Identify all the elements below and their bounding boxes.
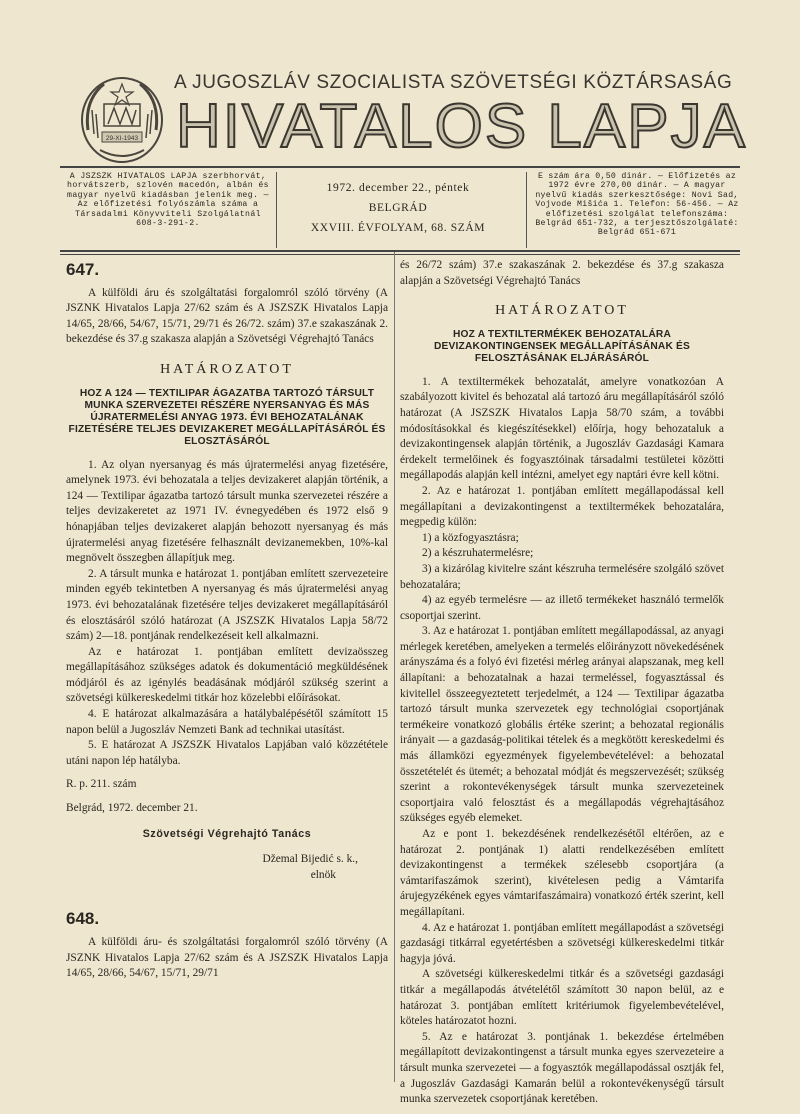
paragraph: Az e pont 1. bekezdésének rendelkezésétől eltérően, az e határozat 2. pontjának 1) alatti rendelkezésében említett devizakontingenst a termékek szélesebb csoportjára (a vámtarifaszámok szerint), kivételesen pedig a Vámtarifa árujegyzékének egyes vámtarifaszámaira) vonatkozó érték szerint, kell megállapítani. [400,828,724,918]
paragraph: 1. Az olyan nyersanyag és más újratermelési anyag fizetésére, amelynek 1973. évi behozatala a teljes devizakeret alapján történik, a 124 — Textilipar ágazatba tartozó társult munka szervezetei részére a teljes devizakeretet az 1971 IV. évnegyedében és 1972 első 9 hónapjában teljes devizakeret alapján behozott nyersanyag és más újratermelési anyag fizetésére felhasznált devizanemekben, 10%-kal megnövelt összegben állapítjuk meg. [66,458,388,565]
subscription-info-left: A JSZSZK HIVATALOS LAPJA szerbhorvát, horvátszerb, szlovén macedón, albán és magyar nyelvű kiadásban jelenik meg. — Az előfizetési folyószámla száma a Társadalmi Könyvviteli Szolgálatnál 608-3-291-2. [67,172,269,229]
column-divider [394,252,395,1082]
right-column [400,258,724,1108]
issue-date: 1972. december 22., péntek [326,182,470,194]
header-rule-top [60,166,740,168]
issue-city: BELGRÁD [368,202,428,214]
list-item: 1) a közfogyasztásra; [422,531,519,544]
header-rule-bottom-thin [60,254,740,255]
signer-name: Džemal Bijedić s. k., [262,853,358,866]
left-column [66,258,388,982]
main-title: HIVATALOS LAPJA [176,92,747,161]
continued-text: és 26/72 szám) 37.e szakaszának 2. bekezdése és 37.g szakasza alapján a Szövetségi Végrehajtó Tanács [400,259,724,287]
reference-number: R. p. 211. szám [66,778,137,791]
decree-heading: HATÁROZATOT [160,361,294,377]
issue-volume: XXVIII. ÉVFOLYAM, 68. SZÁM [310,222,486,234]
list-item: 2) a készruhatermelésre; [422,547,534,560]
header-rule-bottom [60,250,740,252]
header-divider [276,172,277,248]
list-item: 4) az egyéb termelésre — az illető termékeket használó termelők csoportjai szerint. [400,594,724,622]
decree-heading: HATÁROZATOT [495,303,629,319]
decree-number: 648. [66,909,100,929]
paragraph: 5. E határozat A JSZSZK Hivatalos Lapjában való közzététele utáni napon lép hatályba. [66,739,388,767]
decree-intro: A külföldi áru és szolgáltatási forgalomról szóló törvény (A JSZNK Hivatalos Lapja 27/62 szám és A JSZSZK Hivatalos Lapja 14/65, 28/66, 54/67, 15/71, 29/71 és 26/72. szám) 37.e szakaszának 2. bekezdése és 37.g szakasza alapján a Szövetségi Végrehajtó Tanács [66,286,388,346]
paragraph: 2. A társult munka e határozat 1. pontjában említett szervezeteire minden egyéb tekintetben A nyersanyag és más újratermelési anyag 1973. évi behozatalának fizetésére teljes devizakeret megállapításáról és elosztásáról szóló határozat (A JSZSZK Hivatalos Lapja 58/72 szám) 2—18. pontjának rendelkezéseit kell alkalmazni. [66,567,388,643]
decree-number: 647. [66,260,100,279]
issuing-body: Szövetségi Végrehajtó Tanács [142,827,312,840]
paragraph: 5. Az e határozat 3. pontjának 1. bekezdése értelmében megállapított devizakontingenst a társult munka egyes szervezeteire a társult munka szervezetei — a fogyasztók megállapodással osztják fel, a Jugoszláv Gazdasági Kamarán belül a rokontevékenységű társult munka szervezetek csoportjának keretében. [400,1030,724,1106]
decree-subject: HOZ A TEXTILTERMÉKEK BEHOZATALÁRA DEVIZAKONTINGENSEK MEGÁLLAPÍTÁSÁNAK ÉS FELOSZTÁSÁNAK ELJÁRÁSÁRÓL [433,328,691,364]
state-emblem-icon [74,70,170,166]
paragraph: 2. Az e határozat 1. pontjában említett megállapodással kell megállapítani a devizakontingenst a textiltermékek behozatalára, megpedig külön: [400,484,724,529]
paragraph: 1. A textiltermékek behozatalát, amelyre vonatkozóan A szabályozott kivitel és behozatal alá tartozó áru megállapításáról szóló határozat (A JSZSZK Hivatalos Lapja 58/70 szám, a további módosításokkal és kiegészítésekkel) előírja, hogy behozataluk a devizakontingensek alapján történik, a Jugoszláv Gazdasági Kamara érdekelt termelőinek és fogyasztóinak társadalmi testületei közötti megállapodás alapján kell intézni, amelyet egy naptári évre kell kötni. [400,375,724,482]
paragraph: 4. E határozat alkalmazására a hatálybalépésétől számított 15 napon belül a Jugoszláv Nemzeti Bank ad technikai utasítást. [66,708,388,736]
list-item: 3) a kizárólag kivitelre szánt készruha termelésére szolgáló szövet behozatalára; [400,562,724,591]
signer-title: elnök [310,868,336,881]
super-title: A JUGOSZLÁV SZOCIALISTA SZÖVETSÉGI KÖZTÁRSASÁG [174,72,733,93]
emblem-date: 29-XI-1943 [105,135,139,142]
paragraph: 4. Az e határozat 1. pontjában említett megállapodást a szövetségi gazdasági titkárral egyetértésben a szövetségi külkereskedelmi titkár hagyja jóvá. [400,921,724,965]
decree-subject: HOZ A 124 — TEXTILIPAR ÁGAZATBA TARTOZÓ TÁRSULT MUNKA SZERVEZETEI RÉSZÉRE NYERSANYAG ÉS MÁS ÚJRATERMELÉSI ANYAG 1973. ÉVI BEHOZATALÁNAK FIZETÉSÉRE TELJES DEVIZAKERET MEGÁLLAPÍTÁSÁRÓL ÉS ELOSZTÁSÁRÓL [68,387,386,447]
price-info-right: E szám ára 0,50 dinár. — Előfizetés az 1972 évre 270,00 dinár. — A magyar nyelvű kiadás szerkesztősége: Novi Sad, Vojvode Mišića 1. Telefon: 56-456. — Az előfizetési szolgálat telefonszáma: Belgrád 651-732, a terjesztőszolgálaté: Belgrád 651-671 [535,172,739,238]
paragraph: A szövetségi külkereskedelmi titkár és a szövetségi gazdasági titkár a megállapodás átvételétől számított 30 napon belül, az e határozat 3. pontjában említett kritériumok figyelembevételével, köteles határozatot hozni. [400,968,724,1028]
decree-date: Belgrád, 1972. december 21. [66,802,198,815]
item-list [400,531,724,625]
decree-intro: A külföldi áru- és szolgáltatási forgalomról szóló törvény (A JSZNK Hivatalos Lapja 27/62 szám és A JSZSZK Hivatalos Lapja 14/65, 28/66, 54/67, 15/71, 29/71 [66,936,388,980]
paragraph: Az e határozat 1. pontjában említett devizaösszeg megállapításához szükséges adatok és dokumentáció megküldésének módjáról és az igénylés beadásának módjáról szükség szerint a szövetségi külkereskedelmi titkár hoz közelebbi előírásokat. [66,645,388,705]
issue-info [282,172,514,254]
header-divider [526,172,527,248]
paragraph: 3. Az e határozat 1. pontjában említett megállapodással, az anyagi mérlegek keretében, amelyeken a termelés előirányzott növekedésének arányszáma és a folyó évi fizetési mérleg arányai alapszanak, meg kell állapítani: a behozatalnak a hazai termeléssel, fogyasztással és kivitellel összeegyeztetett terjedelmét, a 124 — Textilipar ágazatba tartozó társult munka szervezetek egy technológiai csoportjának termékeire vonatkozó globális értéke szerint; a behozatal regionális irányait — a gazdaság-politikai tételek és a megkötött kereskedelmi és más államközi egyezmények figyelembevételével: a behozatal összetételét és ütemét; a behozatal módját és megszervezését; szükség szerint a rokontevékenységek társult munka szervezeteinek csoportjaira való felosztást és a megállapodás végrehajtásához szükséges egyéb elemeket. [400,625,724,825]
